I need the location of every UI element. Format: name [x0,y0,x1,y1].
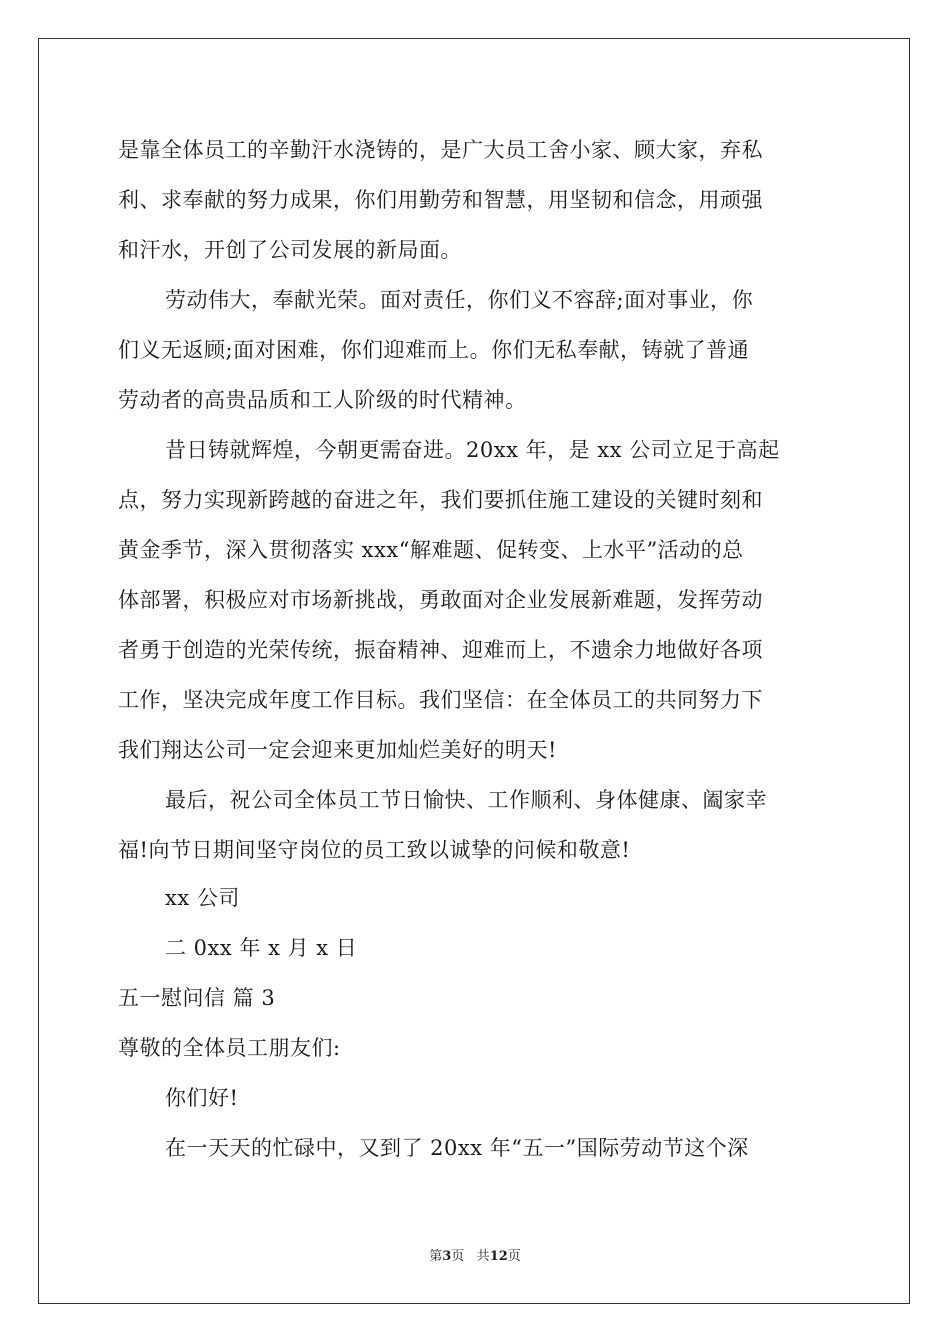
signature-company: xx 公司 [165,886,240,910]
text-line: 黄金季节，深入贯彻落实 xxx“解难题、促转变、上水平”活动的总 [118,538,744,562]
text-line: 最后，祝公司全体员工节日愉快、工作顺利、身体健康、阖家幸 [165,788,767,812]
page-prefix: 第 [429,1249,443,1264]
text-line: 体部署，积极应对市场新挑战，勇敢面对企业发展新难题，发挥劳动 [118,588,763,612]
text-line: 者勇于创造的光荣传统，振奋精神、迎难而上，不遗余力地做好各项 [118,638,763,662]
page-footer [0,1248,950,1266]
total-suffix: 页 [507,1249,521,1264]
total-prefix: 共 [476,1249,490,1264]
text-line: 们义无返顾;面对困难，你们迎难而上。你们无私奉献，铸就了普通 [118,338,750,362]
text-line: 我们翔达公司一定会迎来更加灿烂美好的明天! [118,738,557,762]
text-line: 福!向节日期间坚守岗位的员工致以诚挚的问候和敬意! [118,838,631,862]
salutation: 尊敬的全体员工朋友们: [118,1036,341,1060]
text-line: 昔日铸就辉煌，今朝更需奋进。20xx 年，是 xx 公司立足于高起 [165,438,780,462]
text-line: 在一天天的忙碌中，又到了 20xx 年“五一”国际劳动节这个深 [165,1136,749,1160]
text-line: 点，努力实现新跨越的奋进之年，我们要抓住施工建设的关键时刻和 [118,488,763,512]
page-suffix: 页 [451,1249,465,1264]
section-heading: 五一慰问信 篇 3 [118,986,276,1010]
greeting: 你们好! [165,1086,239,1110]
text-line: 利、求奉献的努力成果，你们用勤劳和智慧，用坚韧和信念，用顽强 [118,188,763,212]
page-border [38,38,910,1304]
text-line: 工作，坚决完成年度工作目标。我们坚信：在全体员工的共同努力下 [118,688,763,712]
text-line: 劳动者的高贵品质和工人阶级的时代精神。 [118,388,527,412]
total-pages: 12 [489,1249,508,1264]
text-line: 是靠全体员工的辛勤汗水浇铸的，是广大员工舍小家、顾大家，弃私 [118,138,763,162]
signature-date: 二 0xx 年 x 月 x 日 [165,936,358,960]
text-line: 劳动伟大，奉献光荣。面对责任，你们义不容辞;面对事业，你 [165,288,754,312]
text-line: 和汗水，开创了公司发展的新局面。 [118,238,462,262]
page-number: 3 [442,1249,452,1264]
